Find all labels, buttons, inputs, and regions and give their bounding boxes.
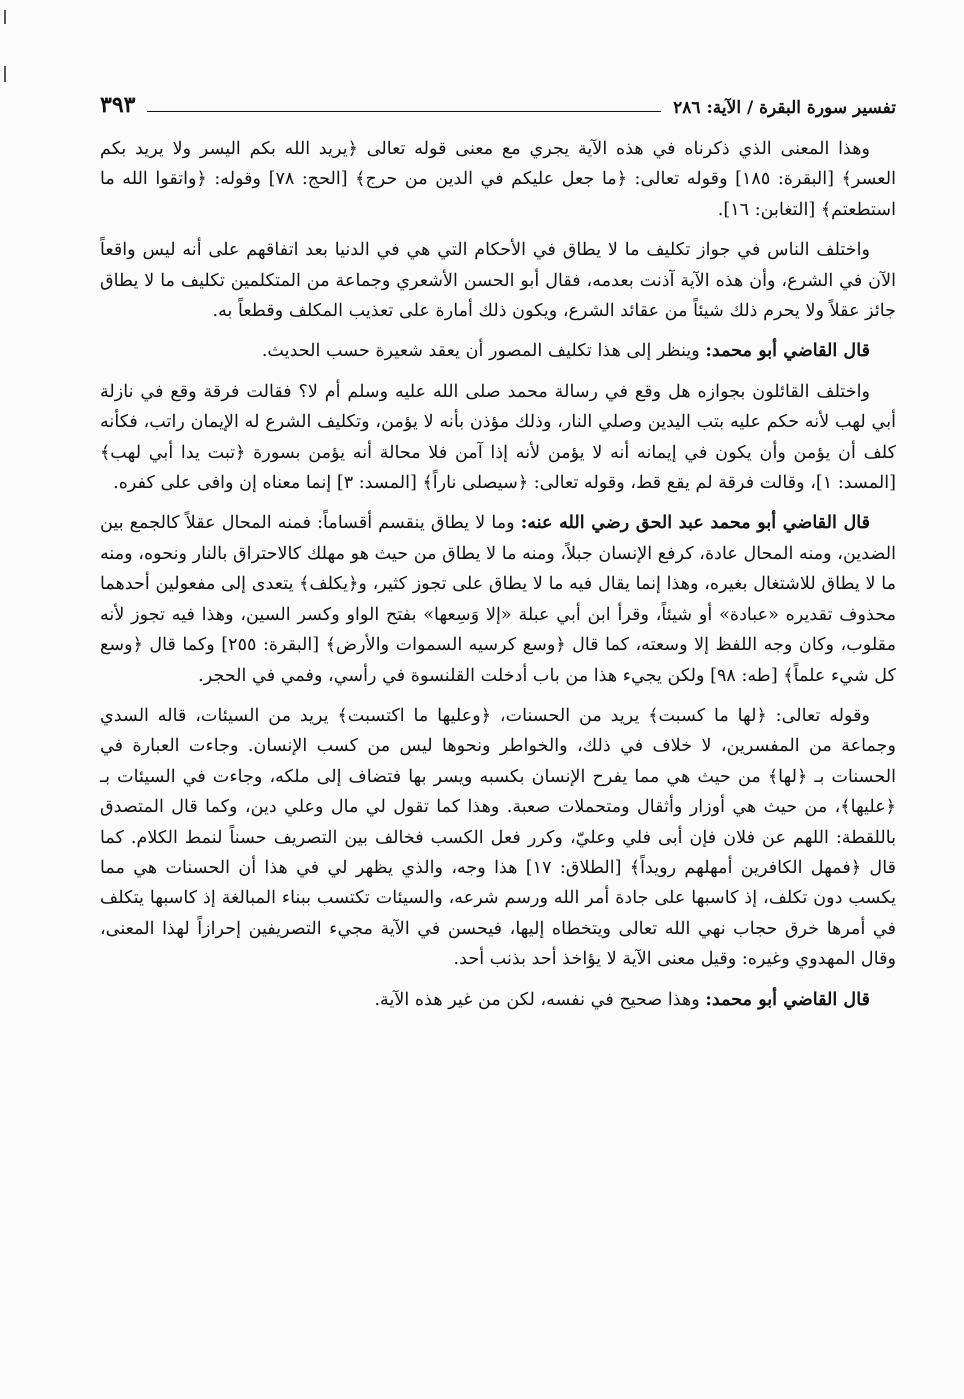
scan-edge-mark-top <box>4 10 6 24</box>
paragraph <box>100 985 896 1015</box>
page-body <box>100 134 896 1025</box>
paragraph <box>100 235 896 326</box>
paragraph <box>100 336 896 366</box>
speaker-label: قال القاضي أبو محمد: <box>705 988 870 1010</box>
header-rule <box>147 111 661 112</box>
paragraph-text: وهذا المعنى الذي ذكرناه في هذه الآية يجري مع معنى قوله تعالى ﴿يريد الله بكم اليسر ولا يريد بكم العسر﴾ [البقرة: ١٨٥] وقوله تعالى: ﴿ما جعل عليكم في الدين من حرج﴾ [الحج: ٧٨] وقوله: ﴿واتقوا الله ما استطعتم﴾ [التغابن: ١٦]. <box>100 139 896 220</box>
paragraph-text: وهذا صحيح في نفسه، لكن من غير هذه الآية. <box>374 989 700 1010</box>
page-number: ٣٩٣ <box>100 92 136 118</box>
scan-edge-mark-middle <box>4 66 6 82</box>
page-header <box>100 88 896 118</box>
paragraph <box>100 508 896 690</box>
paragraph-text: وقوله تعالى: ﴿لها ما كسبت﴾ يريد من الحسنات، ﴿وعليها ما اكتسبت﴾ يريد من السيئات، قاله السدي وجماعة من المفسرين، لا خلاف في ذلك، والخواطر ونحوها ليس من كسب الإنسان. وجاءت العبارة في الحسنات بـ ﴿لها﴾ من حيث هي مما يفرح الإنسان بكسبه ويسر بها فتضاف إلى ملكه، وجاءت في السيئات بـ ﴿عليها﴾، من حيث هي أوزار وأثقال ومتحملات صعبة. وهذا كما تقول لي مال وعلي دين، وكما قال المتصدق باللقطة: اللهم عن فلان فإن أبى فلي وعليّ، وكرر فعل الكسب فخالف بين التصريف حسناً لنمط الكلام. كما قال ﴿فمهل الكافرين أمهلهم رويداً﴾ [الطلاق: ١٧] هذا وجه، والذي يظهر لي في هذا أن الحسنات هي مما يكسب دون تكلف، إذ كاسبها على جادة أمر الله ورسم شرعه، والسيئات تكتسب ببناء المبالغة إذ كاسبها يتكلف في أمرها خرق حجاب نهي الله تعالى ويتخطاه إليها، فيحسن في الآية مجيء التصريفين إحرازاً لهذا المعنى، وقال المهدوي وغيره: وقيل معنى الآية لا يؤاخذ أحد بذنب أحد. <box>100 705 896 970</box>
speaker-label: قال القاضي أبو محمد عبد الحق رضي الله عنه: <box>520 512 870 534</box>
paragraph-text: وينظر إلى هذا تكليف المصور أن يعقد شعيرة حسب الحديث. <box>261 341 700 362</box>
paragraph <box>100 701 896 975</box>
speaker-label: قال القاضي أبو محمد: <box>705 340 870 362</box>
paragraph-text: واختلف القائلون بجوازه هل وقع في رسالة محمد صلى الله عليه وسلم أم لا؟ فقالت فرقة وقع في نازلة أبي لهب لأنه حكم عليه بتب اليدين وصلي النار، وذلك مؤذن بأنه لا يؤمن، وتكليف الشرع له الإيمان راتب، فكأنه كلف أن يؤمن وأن يكون في إيمانه أنه لا يؤمن لأنه إذا آمن فلا محالة أنه يؤمن بسورة ﴿تبت يدا أبي لهب﴾ [المسد: ١]، وقالت فرقة لم يقع قط، وقوله تعالى: ﴿سيصلى ناراً﴾ [المسد: ٣] إنما معناه إن وافى على كفره. <box>100 381 896 494</box>
paragraph <box>100 377 896 499</box>
paragraph-text: وما لا يطاق ينقسم أقساماً: فمنه المحال عقلاً كالجمع بين الضدين، ومنه المحال عادة، كرفع الإنسان جبلاً، ومنه ما لا يطاق من حيث هو مهلك كالاحتراق بالنار ونحوه، ومنه ما لا يطاق للاشتغال بغيره، وهذا إنما يقال فيه ما لا يطاق على تجوز كثير، و﴿يكلف﴾ يتعدى إلى مفعولين أحدهما محذوف تقديره «عبادة» أو شيئاً، وقرأ ابن أبي عبلة «إلا وَسِعها» بفتح الواو وكسر السين، وهذا فيه تجوز لأنه مقلوب، وكان وجه اللفظ إلا وسعته، كما قال ﴿وسع كرسيه السموات والأرض﴾ [البقرة: ٢٥٥] وكما قال ﴿وسع كل شيء علماً﴾ [طه: ٩٨] ولكن يجيء هذا من باب أدخلت القلنسوة في رأسي، وفمي في الحجر. <box>100 513 896 686</box>
paragraph-text: واختلف الناس في جواز تكليف ما لا يطاق في الأحكام التي هي في الدنيا بعد اتفاقهم على أنه ليس واقعاً الآن في الشرع، وأن هذه الآية آذنت بعدمه، فقال أبو الحسن الأشعري وجماعة من المتكلمين تكليف ما لا يطاق جائز عقلاً ولا يحرم ذلك شيئاً من عقائد الشرع، ويكون ذلك أمارة على تعذيب المكلف وقطعاً به. <box>100 240 896 322</box>
paragraph <box>100 134 896 225</box>
running-title: تفسير سورة البقرة / الآية: ٢٨٦ <box>673 98 896 118</box>
